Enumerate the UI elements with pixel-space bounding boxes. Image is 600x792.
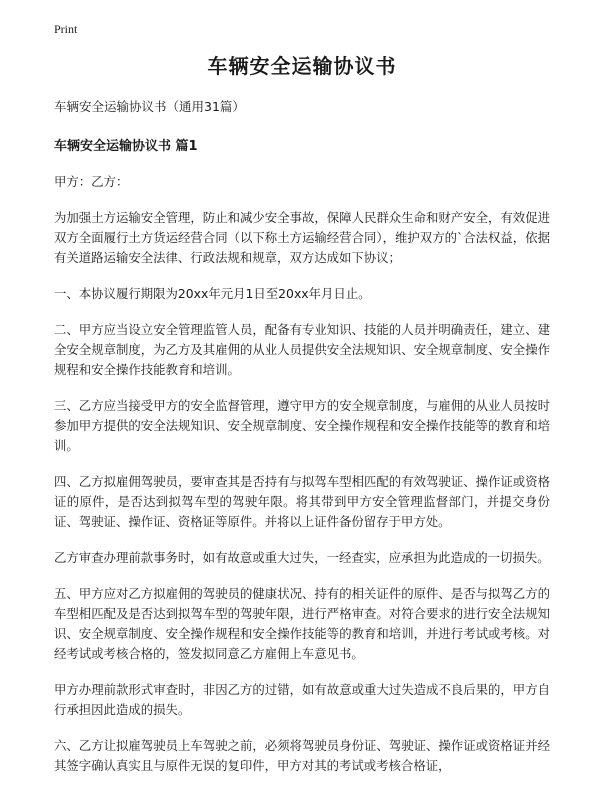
paragraph-clause-4-note: 乙方审查办理前款事务时，如有故意或重大过失，一经查实，应承担为此造成的一切损失。 [54,550,550,565]
paragraph-clause-4: 四、乙方拟雇佣驾驶员，要审查其是否持有与拟驾车型相匹配的有效驾驶证、操作证或资格证的原件，是否达到拟驾车型的驾驶年限。将其带到甲方安全管理监督部门，并提交身份证、驾驶证、操作证、资格证等原件。并将以上证件备份留存于甲方处。 [54,474,550,529]
paragraph-clause-5-note: 甲方办理前款形式审查时，非因乙方的过错，如有故意或重大过失造成不良后果的，甲方自行承担因此造成的损失。 [54,682,550,717]
paragraph-parties: 甲方：乙方： [54,174,129,189]
document-title: 车辆安全运输协议书 [207,54,397,78]
paragraph-preamble: 为加强土方运输安全管理，防止和减少安全事故，保障人民群众生命和财产安全，有效促进双方全面履行土方货运经营合同（以下称土方运输经营合同），维护双方的`合法权益，依据有关道路运输安全法律、行政法规和规章，双方达成如下协议； [54,210,550,265]
document-subtitle: 车辆安全运输协议书（通用31篇） [54,99,245,114]
print-link[interactable]: Print [54,22,78,36]
paragraph-clause-1: 一、本协议履行期限为20xx年元月1日至20xx年月日止。 [54,286,371,301]
paragraph-clause-2: 二、甲方应当设立安全管理监管人员，配备有专业知识、技能的人员并明确责任，建立、建全安全规章制度，为乙方及其雇佣的从业人员提供安全法规知识、安全规章制度、安全操作规程和安全操作技能教育和培训。 [54,322,550,377]
paragraph-clause-6: 六、乙方让拟雇驾驶员上车驾驶之前，必须将驾驶员身份证、驾驶证、操作证或资格证并经其签字确认真实且与原件无误的复印件，甲方对其的考试或考核合格证， [54,738,550,773]
paragraph-clause-3: 三、乙方应当接受甲方的安全监督管理，遵守甲方的安全规章制度，与雇佣的从业人员按时参加甲方提供的安全法规知识、安全规章制度、安全操作规程和安全操作技能等的教育和培训。 [54,398,550,453]
document-body [54,46,550,792]
section-heading: 车辆安全运输协议书 篇1 [54,139,198,154]
paragraph-clause-5: 五、甲方应对乙方拟雇佣的驾驶员的健康状况、持有的相关证件的原件、是否与拟驾乙方的车型相匹配及是否达到拟驾车型的驾驶年限，进行严格审查。对符合要求的进行安全法规知识、安全规章制度、安全操作规程和安全操作技能等的教育和培训，并进行考试或考核。对经考试或考核合格的，签发拟同意乙方雇佣上车意见书。 [54,586,550,661]
